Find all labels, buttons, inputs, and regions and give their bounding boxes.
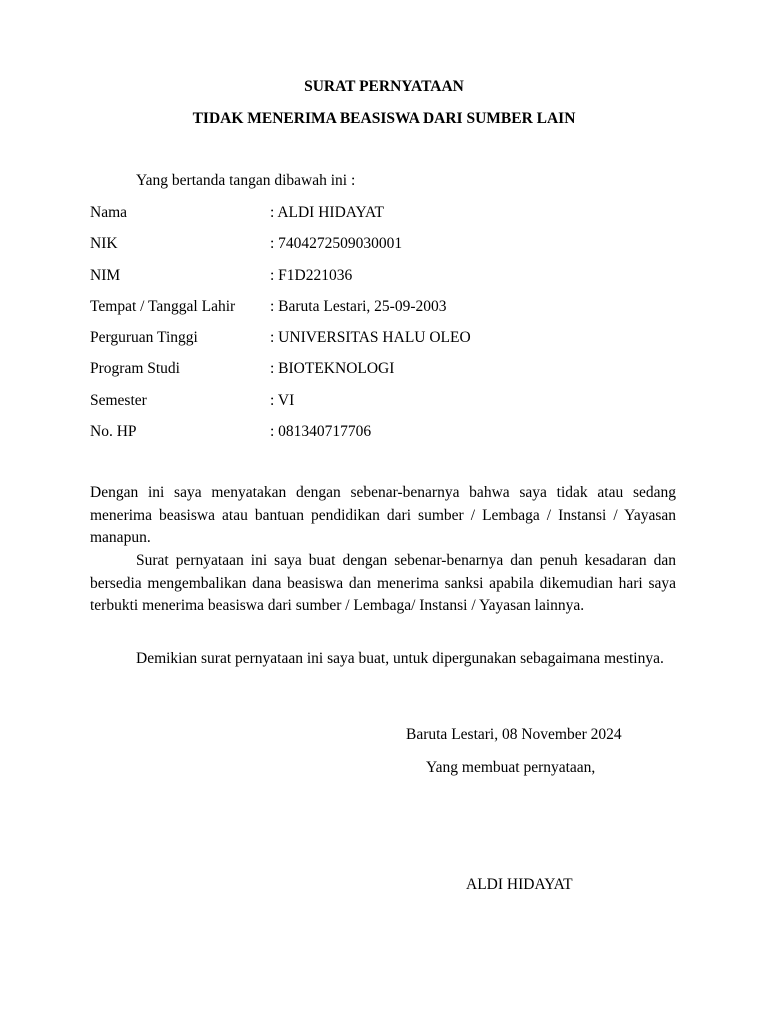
field-label: Tempat / Tanggal Lahir	[90, 297, 236, 315]
identity-fields	[90, 203, 471, 453]
field-value: : F1D221036	[270, 266, 353, 284]
field-value: : 7404272509030001	[270, 235, 403, 253]
field-row-study-program	[90, 359, 471, 390]
field-label: Perguruan Tinggi	[90, 329, 198, 347]
field-value: : 081340717706	[270, 423, 372, 441]
field-row-phone	[90, 422, 471, 453]
field-row-nim	[90, 266, 471, 297]
field-value: : BIOTEKNOLOGI	[270, 360, 395, 378]
field-value: : ALDI HIDAYAT	[270, 204, 384, 221]
letter-subtitle: TIDAK MENERIMA BEASISWA DARI SUMBER LAIN	[192, 110, 576, 127]
field-label: Nama	[90, 204, 128, 221]
signer-name: ALDI HIDAYAT	[466, 876, 573, 893]
field-label: No. HP	[90, 423, 137, 441]
field-label: NIM	[90, 266, 121, 284]
closing-line: Yang membuat pernyataan,	[426, 759, 596, 776]
field-value: : UNIVERSITAS HALU OLEO	[270, 329, 471, 347]
place-date: Baruta Lestari, 08 November 2024	[406, 726, 622, 743]
statement-paragraph: Dengan ini saya menyatakan dengan sebenar-benarnya bahwa saya tidak atau sedang menerima beasiswa atau bantuan pendidikan dari sumber / Lembaga / Instansi / Yayasan manapun.	[90, 484, 676, 546]
field-value: : VI	[270, 391, 295, 409]
field-row-nik	[90, 234, 471, 265]
letter-title: SURAT PERNYATAAN	[304, 78, 464, 95]
field-value: : Baruta Lestari, 25-09-2003	[270, 297, 447, 315]
consent-paragraph: Surat pernyataan ini saya buat dengan sebenar-benarnya dan penuh kesadaran dan bersedia mengembalikan dana beasiswa dan menerima sanksi apabila dikemudian hari saya terbukti menerima beasiswa dari sumber / Lembaga/ Instansi / Yayasan lainnya.	[90, 552, 676, 614]
intro-text: Yang bertanda tangan dibawah ini :	[136, 172, 356, 189]
field-label: Program Studi	[90, 360, 180, 378]
field-row-birth	[90, 297, 471, 328]
field-row-semester	[90, 391, 471, 422]
closing-paragraph: Demikian surat pernyataan ini saya buat, untuk dipergunakan sebagaimana mestinya.	[136, 650, 664, 667]
field-label: NIK	[90, 235, 118, 253]
field-row-university	[90, 328, 471, 359]
field-row-nama	[90, 203, 471, 234]
field-label: Semester	[90, 391, 147, 409]
